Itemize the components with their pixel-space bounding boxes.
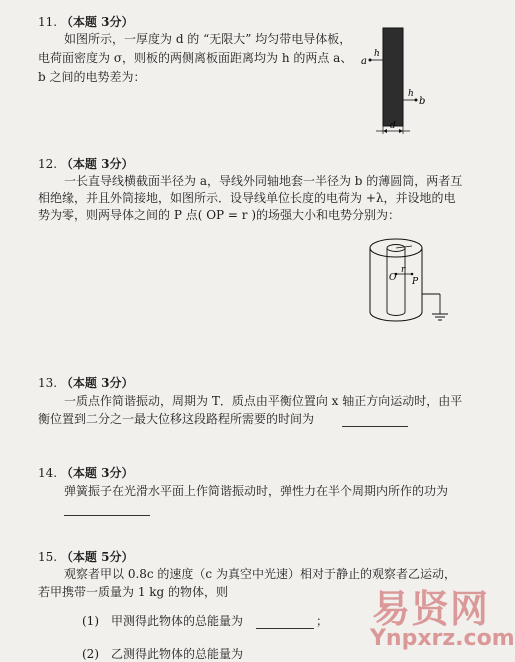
- point-P: [411, 273, 414, 276]
- q15-item1-end: ；: [316, 614, 329, 628]
- q13-number: 13.: [38, 376, 58, 390]
- q15-score-tag: （本题 5分）: [60, 550, 134, 564]
- q14-text-line1: 弹簧振子在光滑水平面上作简谐振动时，弹性力在半个周期内所作的功为: [64, 484, 449, 498]
- q14-score-tag: （本题 3分）: [60, 466, 134, 480]
- q12-text-line2: 相绝缘，并且外筒接地，如图所示．设导线单位长度的电荷为 +λ，并设地的电: [38, 191, 456, 205]
- q13-score-tag: （本题 3分）: [60, 376, 134, 390]
- label-d: d: [390, 121, 396, 131]
- q15-item1: (1) 甲测得此物体的总能量为: [82, 614, 243, 628]
- label-a: a: [361, 56, 367, 67]
- watermark-logo-cn: 易贤网: [372, 587, 490, 631]
- q14-header: [38, 465, 133, 481]
- q14-answer-blank[interactable]: [64, 514, 150, 516]
- q14-number: 14.: [38, 466, 58, 480]
- q12-header: [38, 156, 133, 172]
- q11-text-line1: 如图所示，一厚度为 d 的 “无限大” 均匀带电导体板，: [64, 32, 352, 46]
- label-h-top: h: [374, 49, 380, 59]
- label-O: O: [389, 273, 397, 283]
- q13-text-line1: 一质点作简谐振动，周期为 T．质点由平衡位置向 x 轴正方向运动时，由平: [64, 394, 463, 408]
- q11-number: 11.: [38, 15, 58, 29]
- label-P: P: [412, 277, 419, 287]
- q12-text-line1: 一长直导线横截面半径为 a，导线外同轴地套一半径为 b 的薄圆筒，两者互: [64, 174, 463, 188]
- q11-text-line3: b 之间的电势差为：: [38, 70, 146, 84]
- q12-number: 12.: [38, 157, 58, 171]
- q15-number: 15.: [38, 550, 58, 564]
- q15-item1-blank[interactable]: [256, 627, 314, 629]
- q13-answer-blank[interactable]: [342, 425, 408, 427]
- q15-item2: (2) 乙测得此物体的总能量为: [82, 647, 243, 661]
- label-b: b: [419, 96, 426, 107]
- q13-text-line2: 衡位置到二分之一最大位移这段路程所需要的时间为: [38, 412, 315, 426]
- q15-text-line2: 若甲携带一质量为 1 kg 的物体，则: [38, 585, 229, 599]
- q13-header: [38, 375, 133, 391]
- label-h-bottom: h: [408, 89, 414, 99]
- label-r: r: [401, 265, 406, 275]
- q15-text-line1: 观察者甲以 0.8c 的速度（c 为真空中光速）相对于静止的观察者乙运动，: [64, 567, 456, 581]
- q15-header: [38, 549, 133, 565]
- charged-plate: [383, 28, 403, 126]
- watermark-url: Ynpxrz.com: [370, 626, 515, 651]
- q11-header: [38, 14, 133, 30]
- q12-score-tag: （本题 3分）: [60, 157, 134, 171]
- outer-cylinder-bottom: [370, 312, 422, 321]
- q11-text-line2: 电荷面密度为 σ，则板的两侧离板面距离均为 h 的两点 a、: [38, 51, 353, 65]
- q11-score-tag: （本题 3分）: [60, 15, 134, 29]
- q12-text-line3: 势为零，则两导体之间的 P 点( OP = r )的场强大小和电势分别为：: [38, 208, 401, 222]
- q12-figure-coaxial-cylinder: [360, 234, 460, 344]
- q11-figure-charged-plate: [350, 22, 440, 142]
